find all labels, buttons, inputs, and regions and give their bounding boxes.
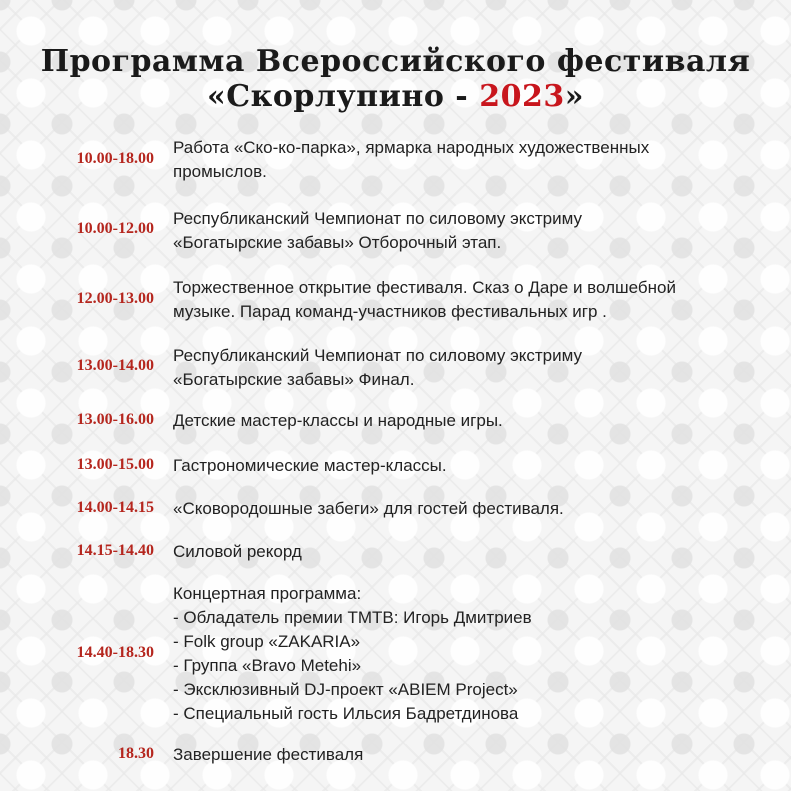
description-line: промыслов.	[173, 162, 267, 181]
description-line: Гастрономические мастер-классы.	[173, 456, 447, 475]
description-line: Торжественное открытие фестиваля. Сказ о Даре и волшебной	[173, 278, 676, 297]
schedule-description	[173, 454, 773, 478]
schedule-description	[173, 497, 773, 521]
schedule-time: 12.00-13.00	[76, 290, 154, 307]
schedule-time: 13.00-14.00	[76, 357, 154, 374]
description-line: Концертная программа:	[173, 584, 362, 603]
description-line: - Обладатель премии ТМТВ: Игорь Дмитриев	[173, 608, 532, 627]
schedule-time: 13.00-16.00	[76, 411, 154, 428]
description-line: - Folk group «ZAKARIA»	[173, 632, 361, 651]
title-suffix: »	[564, 79, 584, 114]
description-line: «Богатырские забавы» Финал.	[173, 370, 415, 389]
schedule-description	[173, 409, 773, 433]
schedule-time: 18.30	[118, 745, 154, 762]
description-line: Республиканский Чемпионат по силовому экстриму	[173, 346, 583, 365]
description-line: «Богатырские забавы» Отборочный этап.	[173, 233, 502, 252]
schedule-description	[173, 743, 773, 767]
description-line: Завершение фестиваля	[173, 745, 364, 764]
schedule-time: 14.15-14.40	[76, 542, 154, 559]
schedule-description	[173, 207, 773, 255]
schedule-description	[173, 136, 773, 184]
description-line: Работа «Ско-ко-парка», ярмарка народных художественных	[173, 138, 650, 157]
description-line: Республиканский Чемпионат по силовому экстриму	[173, 209, 583, 228]
schedule-description	[173, 582, 773, 726]
description-line: музыке. Парад команд-участников фестивальных игр .	[173, 302, 607, 321]
schedule-description	[173, 276, 773, 324]
description-line: Детские мастер-классы и народные игры.	[173, 411, 503, 430]
schedule-time: 14.00-14.15	[76, 499, 154, 516]
page-title-line-1: Программа Всероссийского фестиваля	[40, 44, 751, 79]
title-prefix: «Скорлупино -	[207, 79, 480, 114]
schedule-time: 10.00-18.00	[76, 150, 154, 167]
description-line: - Эксклюзивный DJ-проект «ABIEM Project»	[173, 680, 518, 699]
title-year: 2023	[479, 79, 565, 114]
description-line: Силовой рекорд	[173, 542, 302, 561]
schedule-description	[173, 540, 773, 564]
description-line: - Специальный гость Ильсия Бадретдинова	[173, 704, 519, 723]
schedule-time: 13.00-15.00	[76, 456, 154, 473]
schedule-time: 14.40-18.30	[76, 644, 154, 661]
description-line: «Сковородошные забеги» для гостей фестиваля.	[173, 499, 564, 518]
description-line: - Группа «Bravo Metehi»	[173, 656, 362, 675]
page-title-line-2	[0, 79, 791, 114]
schedule-time: 10.00-12.00	[76, 220, 154, 237]
schedule-description	[173, 344, 773, 392]
